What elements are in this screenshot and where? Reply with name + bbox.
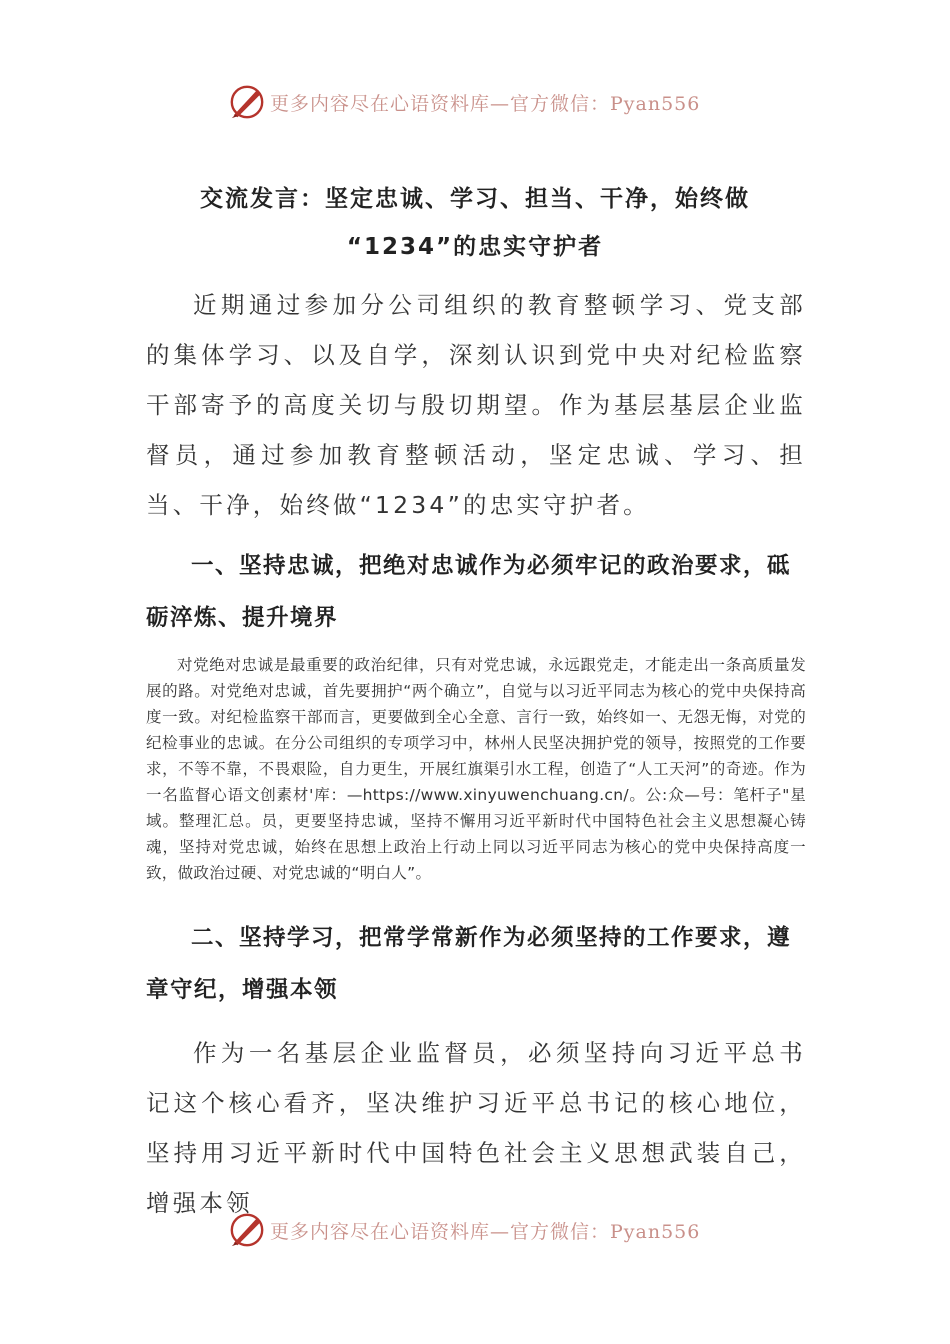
section-2-heading: 二、坚持学习，把常学常新作为必须坚持的工作要求，遵章守纪，增强本领 (146, 925, 792, 1003)
section-2-body: 作为一名基层企业监督员，必须坚持向习近平总书记这个核心看齐，坚决维护习近平总书记的核心地位，坚持用习近平新时代中国特色社会主义思想武装自己，增强本领 (146, 1039, 806, 1217)
pen-logo-icon (228, 1211, 266, 1249)
section-1-body: 对党绝对忠诚是最重要的政治纪律，只有对党忠诚，永远跟党走，才能走出一条高质量发展的路。对党绝对忠诚，首先要拥护“两个确立”，自觉与以习近平同志为核心的党中央保持高度一致。对纪检监察干部而言，更要做到全心全意、言行一致，始终如一、无怨无悔，对党的纪检事业的忠诚。在分公司组织的专项学习中，林州人民坚决拥护党的领导，按照党的工作要求，不等不靠，不畏艰险，自力更生，开展红旗渠引水工程，创造了“人工天河”的奇迹。作为一名监督心语文创素材'库：—https://www.xinyuwenchuang.cn/。公:众—号：笔杆子"星域。整理汇总。员，更要坚持忠诚，坚持不懈用习近平新时代中国特色社会主义思想凝心铸魂，坚持对党忠诚，始终在思想上政治上行动上同以习近平同志为核心的党中央保持高度一致，做政治过硬、对党忠诚的“明白人”。 (146, 656, 806, 882)
pen-logo-icon (228, 83, 266, 121)
document-title-line-2: “1234”的忠实守护者 (346, 234, 604, 260)
intro-paragraph: 近期通过参加分公司组织的教育整顿学习、党支部的集体学习、以及自学，深刻认识到党中央对纪检监察干部寄予的高度关切与殷切期望。作为基层基层企业监督员，通过参加教育整顿活动，坚定忠诚、学习、担当、干净，始终做“1234”的忠实守护者。 (146, 291, 806, 519)
banner-text: 更多内容尽在心语资料库—官方微信：Pyan556 (270, 1220, 701, 1243)
document-title-line-1: 交流发言：坚定忠诚、学习、担当、干净，始终做 (200, 186, 750, 212)
section-1-heading: 一、坚持忠诚，把绝对忠诚作为必须牢记的政治要求，砥砺淬炼、提升境界 (146, 553, 792, 631)
banner-text: 更多内容尽在心语资料库—官方微信：Pyan556 (270, 92, 701, 115)
header-banner (228, 82, 748, 122)
footer-banner (228, 1210, 748, 1250)
